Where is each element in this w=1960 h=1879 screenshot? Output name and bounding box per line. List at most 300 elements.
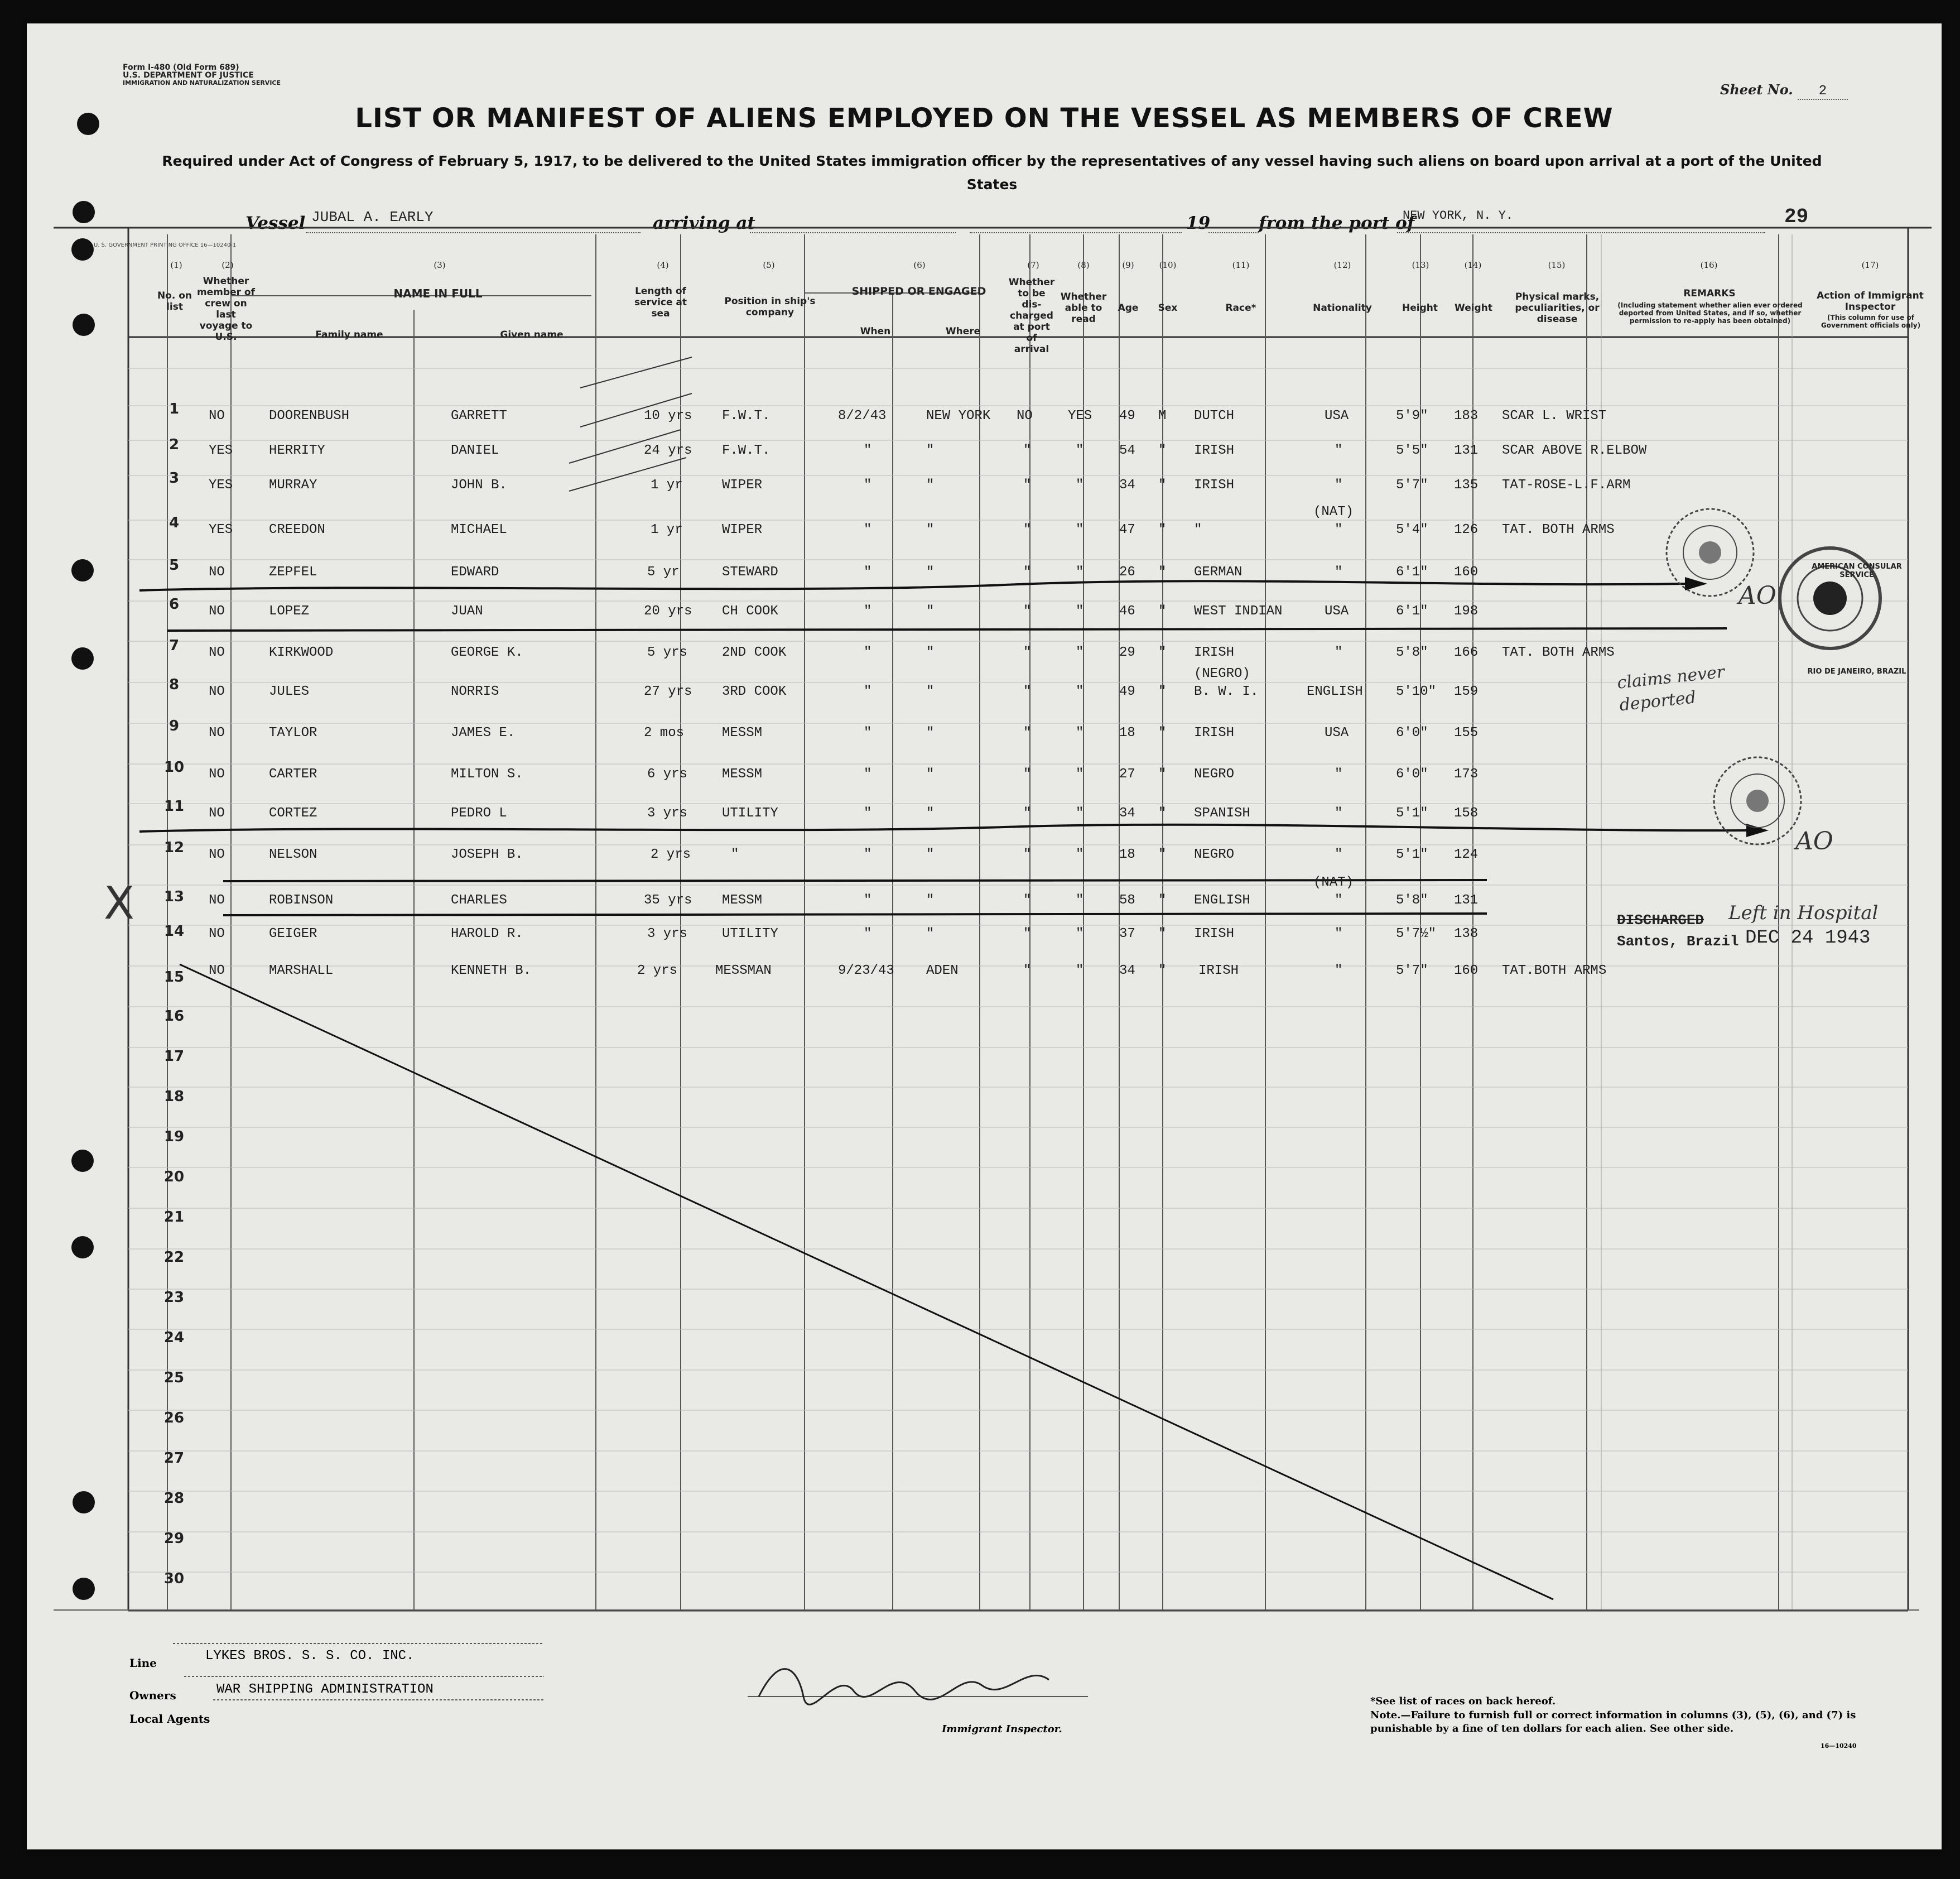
cell-length: 5 yrs	[647, 645, 688, 660]
hdr-action: Action of Immigrant Inspector	[1817, 290, 1924, 313]
cell-sex: "	[1158, 893, 1167, 908]
ao-initials-2: AO	[1795, 827, 1833, 856]
cell-where: "	[926, 767, 935, 782]
cell-when: "	[864, 725, 872, 741]
cell-race: SPANISH	[1194, 806, 1250, 821]
row-number: 16	[163, 1008, 185, 1025]
cell-last-voyage: NO	[209, 725, 225, 741]
cell-weight: 126	[1454, 522, 1479, 537]
cell-nationality: USA	[1325, 409, 1349, 424]
cell-last-voyage: NO	[209, 893, 225, 908]
row-number: 29	[163, 1530, 185, 1547]
cell-given-name: PEDRO L	[451, 806, 507, 821]
cell-marks: TAT. BOTH ARMS	[1502, 522, 1615, 537]
cell-read: "	[1076, 806, 1084, 821]
cell-when: "	[864, 478, 872, 493]
cell-race: IRISH	[1194, 926, 1235, 941]
col-num-3: (3)	[434, 260, 446, 270]
row-number: 8	[168, 676, 180, 693]
strike-lines	[139, 581, 1746, 915]
sheet-label: Sheet No.	[1720, 81, 1793, 98]
cell-when: "	[864, 767, 872, 782]
cell-discharged: "	[1023, 963, 1032, 978]
cell-given-name: JOSEPH B.	[451, 847, 523, 862]
cell-length: 35 yrs	[644, 893, 692, 908]
hdr-no-on-list: No. on list	[157, 290, 192, 313]
cell-where: "	[926, 443, 935, 458]
cell-age: 37	[1119, 926, 1135, 941]
cell-length: 5 yr	[647, 565, 680, 580]
cell-marks: TAT. BOTH ARMS	[1502, 645, 1615, 660]
hdr-family-name: Family name	[315, 329, 383, 340]
cell-sex: "	[1158, 806, 1167, 821]
cell-when: "	[864, 565, 872, 580]
cell-last-voyage: NO	[209, 847, 225, 862]
cell-weight: 155	[1454, 725, 1479, 741]
col-num-15: (15)	[1548, 260, 1566, 270]
col-num-7: (7)	[1027, 260, 1039, 270]
hdr-where: Where	[945, 326, 981, 337]
port-name: NEW YORK, N. Y.	[1403, 209, 1514, 223]
row-number: 11	[163, 798, 185, 815]
cell-given-name: DANIEL	[451, 443, 499, 458]
cell-race: IRISH	[1194, 478, 1235, 493]
agents-label: Local Agents	[129, 1712, 210, 1726]
cell-height: 5'5"	[1396, 443, 1428, 458]
col-num-12: (12)	[1333, 260, 1351, 270]
cell-read: "	[1076, 926, 1084, 941]
cell-where: "	[926, 893, 935, 908]
cell-length: 3 yrs	[647, 926, 688, 941]
cell-position: MESSM	[722, 893, 763, 908]
cell-read: "	[1076, 893, 1084, 908]
deported-note: claims never deported	[1616, 662, 1726, 715]
cell-given-name: EDWARD	[451, 565, 499, 580]
cell-height: 5'7"	[1396, 963, 1428, 978]
hdr-height: Height	[1402, 302, 1438, 314]
cell-length: 2 yrs	[651, 847, 691, 862]
cell-weight: 173	[1454, 767, 1479, 782]
cell-where: "	[926, 926, 935, 941]
cell-sex: "	[1158, 847, 1167, 862]
cell-marks: TAT.BOTH ARMS	[1502, 963, 1607, 978]
cell-race: IRISH	[1194, 443, 1235, 458]
cell-given-name: HAROLD R.	[451, 926, 523, 941]
cell-where: "	[926, 478, 935, 493]
cell-age: 49	[1119, 409, 1135, 424]
cell-position: F.W.T.	[722, 409, 770, 424]
row-number: 3	[168, 470, 180, 487]
cell-read: "	[1076, 725, 1084, 741]
cell-length: 2 yrs	[637, 963, 678, 978]
sheet-value: 2	[1798, 84, 1848, 100]
cell-when: 9/23/43	[838, 963, 894, 978]
cell-weight: 166	[1454, 645, 1479, 660]
cell-where: "	[926, 565, 935, 580]
cell-height: 6'1"	[1396, 604, 1428, 619]
cell-height: 5'7"	[1396, 478, 1428, 493]
cell-sex: "	[1158, 565, 1167, 580]
cell-last-voyage: NO	[209, 409, 225, 424]
cell-position: MESSMAN	[715, 963, 772, 978]
cell-last-voyage: YES	[209, 478, 233, 493]
col-num-9: (9)	[1122, 260, 1134, 270]
page-subtitle: Required under Act of Congress of February 5, 1917, to be delivered to the United States immigration officer by the representatives of any vessel having such aliens on board upon arrival at a port of the United States	[162, 153, 1822, 193]
cell-height: 5'8"	[1396, 645, 1428, 660]
port-label: from the port of	[1259, 213, 1415, 233]
col-num-4: (4)	[657, 260, 669, 270]
cell-length: 2 mos	[644, 725, 685, 741]
cell-position: UTILITY	[722, 806, 778, 821]
row-number: 30	[163, 1570, 185, 1587]
cell-sex: "	[1158, 767, 1167, 782]
cell-age: 26	[1119, 565, 1135, 580]
row-number: 18	[163, 1088, 185, 1105]
hdr-sex: Sex	[1158, 302, 1178, 314]
arriving-label: arriving at	[653, 213, 755, 233]
cell-read: "	[1076, 443, 1084, 458]
discharged-stamp: DISCHARGED	[1617, 912, 1704, 929]
penalty-note: Note.—Failure to furnish full or correct information in columns (3), (5), (6), and (7) is punishable by a fine of ten dollars for each alien. See other side.	[1370, 1709, 1856, 1734]
cell-weight: 131	[1454, 893, 1479, 908]
cell-length: 6 yrs	[647, 767, 688, 782]
row-number: 14	[163, 923, 185, 940]
cell-given-name: JUAN	[451, 604, 483, 619]
cell-nationality: "	[1335, 443, 1343, 458]
col-num-13: (13)	[1412, 260, 1429, 270]
cell-read: "	[1076, 645, 1084, 660]
hdr-given-name: Given name	[500, 329, 564, 340]
cell-age: 58	[1119, 893, 1135, 908]
col-num-16: (16)	[1700, 260, 1718, 270]
vessel-label: Vessel	[245, 213, 306, 233]
cell-family-name: CARTER	[269, 767, 317, 782]
col-num-1: (1)	[170, 260, 182, 270]
cell-position: MESSM	[722, 725, 763, 741]
left-hospital-note: Left in Hospital	[1728, 902, 1879, 924]
cell-nationality-note: (NAT)	[1313, 875, 1354, 890]
row-number: 12	[163, 839, 185, 856]
cell-nationality: ENGLISH	[1307, 684, 1363, 699]
col-num-11: (11)	[1232, 260, 1250, 270]
cell-weight: 138	[1454, 926, 1479, 941]
cell-where: "	[926, 522, 935, 537]
row-number: 1	[168, 401, 180, 417]
cell-position: MESSM	[722, 767, 763, 782]
hdr-weight: Weight	[1455, 302, 1492, 314]
cell-race: GERMAN	[1194, 565, 1243, 580]
cell-last-voyage: NO	[209, 684, 225, 699]
cell-last-voyage: NO	[209, 645, 225, 660]
cell-discharged: "	[1023, 767, 1032, 782]
col-num-5: (5)	[763, 260, 775, 270]
cell-last-voyage: NO	[209, 604, 225, 619]
cell-age: 18	[1119, 847, 1135, 862]
hdr-when: When	[860, 326, 891, 337]
inspector-label: Immigrant Inspector.	[942, 1723, 1062, 1735]
cell-sex: "	[1158, 684, 1167, 699]
cell-last-voyage: YES	[209, 443, 233, 458]
cell-last-voyage: NO	[209, 926, 225, 941]
hdr-age: Age	[1118, 302, 1139, 314]
date-stamp: DEC 24 1943	[1745, 928, 1871, 949]
cell-where: "	[926, 604, 935, 619]
cell-discharged: "	[1023, 847, 1032, 862]
cell-discharged: "	[1023, 725, 1032, 741]
cell-height: 5'7½"	[1396, 926, 1437, 941]
col-num-10: (10)	[1159, 260, 1177, 270]
col-num-2: (2)	[221, 260, 234, 270]
cell-given-name: GEORGE K.	[451, 645, 523, 660]
cell-family-name: MURRAY	[269, 478, 317, 493]
cell-nationality: "	[1335, 522, 1343, 537]
cell-position: WIPER	[722, 478, 763, 493]
cell-where: "	[926, 684, 935, 699]
cell-nationality: "	[1335, 963, 1343, 978]
row-number: 22	[163, 1249, 185, 1266]
cell-family-name: MARSHALL	[269, 963, 334, 978]
cell-weight: 124	[1454, 847, 1479, 862]
cell-weight: 183	[1454, 409, 1479, 424]
cell-race: IRISH	[1194, 725, 1235, 741]
cell-sex: "	[1158, 522, 1167, 537]
row-number: 19	[163, 1128, 185, 1145]
cell-last-voyage: NO	[209, 565, 225, 580]
row-number: 25	[163, 1369, 185, 1386]
cell-sex: "	[1158, 963, 1167, 978]
cell-length: 27 yrs	[644, 684, 692, 699]
form-service: IMMIGRATION AND NATURALIZATION SERVICE	[123, 79, 281, 86]
form-number: Form I-480 (Old Form 689)	[123, 63, 239, 72]
cell-nationality: USA	[1325, 725, 1349, 741]
row-number: 20	[163, 1169, 185, 1185]
cell-nationality: "	[1335, 847, 1343, 862]
cell-discharged: "	[1023, 926, 1032, 941]
hdr-position: Position in ship's company	[724, 296, 816, 318]
cell-family-name: ROBINSON	[269, 893, 334, 908]
cell-read: "	[1076, 963, 1084, 978]
cell-height: 6'0"	[1396, 725, 1428, 741]
cell-nationality: "	[1335, 478, 1343, 493]
cell-race: NEGRO	[1194, 767, 1235, 782]
cell-position: WIPER	[722, 522, 763, 537]
cell-height: 6'1"	[1396, 565, 1428, 580]
cell-length: 3 yrs	[647, 806, 688, 821]
hdr-remarks: REMARKS	[1683, 288, 1736, 299]
cell-family-name: NELSON	[269, 847, 317, 862]
cell-when: "	[864, 522, 872, 537]
cell-where: "	[926, 806, 935, 821]
cell-race: WEST INDIAN	[1194, 604, 1283, 619]
cell-given-name: JAMES E.	[451, 725, 516, 741]
cell-sex: "	[1158, 725, 1167, 741]
vessel-name: JUBAL A. EARLY	[311, 209, 434, 225]
santos-stamp: Santos, Brazil	[1617, 933, 1739, 950]
cell-race: ENGLISH	[1194, 893, 1250, 908]
cell-position: UTILITY	[722, 926, 778, 941]
cell-family-name: TAYLOR	[269, 725, 317, 741]
consular-stamp-top: AMERICAN CONSULAR SERVICE	[1812, 563, 1902, 579]
cell-where: NEW YORK	[926, 409, 991, 424]
cell-when: "	[864, 684, 872, 699]
cell-race: IRISH	[1198, 963, 1239, 978]
cell-nationality: "	[1335, 926, 1343, 941]
cell-where: "	[926, 725, 935, 741]
cell-read: "	[1076, 684, 1084, 699]
cell-when: "	[864, 443, 872, 458]
cell-discharged: NO	[1017, 409, 1033, 424]
row-number: 24	[163, 1329, 185, 1346]
cell-family-name: HERRITY	[269, 443, 325, 458]
ao-initials-1: AO	[1739, 582, 1776, 610]
row-number: 10	[163, 759, 185, 776]
row-number: 9	[168, 718, 180, 734]
cell-height: 5'1"	[1396, 806, 1428, 821]
consular-stamp-text	[1807, 563, 1907, 579]
row-number: 6	[168, 596, 180, 613]
line-label: Line	[129, 1656, 157, 1670]
cell-family-name: ZEPFEL	[269, 565, 317, 580]
col-num-8: (8)	[1077, 260, 1090, 270]
row-number: 23	[163, 1289, 185, 1306]
cell-nationality: "	[1335, 767, 1343, 782]
line-value: LYKES BROS. S. S. CO. INC.	[205, 1649, 415, 1664]
cell-family-name: DOORENBUSH	[269, 409, 350, 424]
cell-position: 2ND COOK	[722, 645, 787, 660]
manifest-page	[27, 23, 1942, 1849]
hdr-nationality: Nationality	[1313, 302, 1372, 314]
cell-when: "	[864, 604, 872, 619]
col-num-6: (6)	[913, 260, 926, 270]
cell-weight: 159	[1454, 684, 1479, 699]
cell-read: "	[1076, 767, 1084, 782]
row-number: 13	[163, 888, 185, 905]
cell-weight: 131	[1454, 443, 1479, 458]
cell-position: F.W.T.	[722, 443, 770, 458]
cell-when: "	[864, 645, 872, 660]
cell-height: 5'8"	[1396, 893, 1428, 908]
cell-sex: "	[1158, 478, 1167, 493]
row-number: 2	[168, 436, 180, 453]
cell-when: "	[864, 893, 872, 908]
number-right: 29	[1784, 205, 1809, 228]
cell-sex: "	[1158, 926, 1167, 941]
cell-discharged: "	[1023, 806, 1032, 821]
col-num-14: (14)	[1464, 260, 1482, 270]
cell-given-name: KENNETH B.	[451, 963, 532, 978]
hdr-physical: Physical marks, peculiarities, or disease	[1515, 291, 1600, 325]
cell-read: "	[1076, 604, 1084, 619]
cell-where: ADEN	[926, 963, 959, 978]
owners-label: Owners	[129, 1689, 176, 1702]
cell-read: "	[1076, 565, 1084, 580]
cell-nationality: "	[1335, 565, 1343, 580]
cell-discharged: "	[1023, 604, 1032, 619]
row-number: 5	[168, 557, 180, 574]
cell-given-name: CHARLES	[451, 893, 507, 908]
cell-read: YES	[1068, 409, 1092, 424]
consular-stamp-text-bottom	[1807, 667, 1907, 676]
cell-last-voyage: NO	[209, 806, 225, 821]
cell-race: B. W. I.	[1194, 684, 1259, 699]
cell-last-voyage: NO	[209, 963, 225, 978]
printing-office: U. S. GOVERNMENT PRINTING OFFICE 16—10240-1	[94, 242, 237, 248]
cell-nationality: USA	[1325, 604, 1349, 619]
row-number: 7	[168, 637, 180, 654]
form-dept: U.S. DEPARTMENT OF JUSTICE	[123, 71, 254, 80]
cell-given-name: MILTON S.	[451, 767, 523, 782]
cell-marks: SCAR L. WRIST	[1502, 409, 1607, 424]
row-number: 27	[163, 1450, 185, 1467]
cell-weight: 160	[1454, 963, 1479, 978]
cell-where: "	[926, 645, 935, 660]
row-number: 4	[168, 515, 180, 531]
cell-where: "	[926, 847, 935, 862]
cell-read: "	[1076, 847, 1084, 862]
hdr-name-in-full: NAME IN FULL	[393, 287, 483, 300]
cell-weight: 160	[1454, 565, 1479, 580]
cell-race: "	[1194, 522, 1202, 537]
cell-discharged: "	[1023, 478, 1032, 493]
cell-nationality: "	[1335, 893, 1343, 908]
cell-discharged: "	[1023, 893, 1032, 908]
cell-given-name: NORRIS	[451, 684, 499, 699]
cell-length: 1 yr	[651, 478, 683, 493]
row-number: 17	[163, 1048, 185, 1065]
cell-family-name: LOPEZ	[269, 604, 310, 619]
cell-height: 5'1"	[1396, 847, 1428, 862]
x-mark: X	[104, 877, 134, 929]
cell-position: "	[731, 847, 739, 862]
cell-length: 10 yrs	[644, 409, 692, 424]
cell-sex: M	[1158, 409, 1167, 424]
cell-height: 5'9"	[1396, 409, 1428, 424]
cell-weight: 158	[1454, 806, 1479, 821]
hdr-discharged: Whether to be dis-charged at port of arrival	[1008, 277, 1055, 355]
row-number: 26	[163, 1410, 185, 1426]
cell-given-name: MICHAEL	[451, 522, 507, 537]
cell-position: 3RD COOK	[722, 684, 787, 699]
cell-length: 24 yrs	[644, 443, 692, 458]
year-label: 19	[1186, 213, 1211, 233]
row-number: 15	[163, 969, 185, 986]
cell-race-note: (NEGRO)	[1194, 666, 1250, 681]
col-num-17: (17)	[1861, 260, 1879, 270]
cell-family-name: CORTEZ	[269, 806, 317, 821]
cell-discharged: "	[1023, 684, 1032, 699]
cell-position: STEWARD	[722, 565, 778, 580]
cell-race: IRISH	[1194, 645, 1235, 660]
cell-age: 27	[1119, 767, 1135, 782]
cell-sex: "	[1158, 645, 1167, 660]
owners-value: WAR SHIPPING ADMINISTRATION	[216, 1682, 434, 1697]
cell-age: 18	[1119, 725, 1135, 741]
cell-age: 47	[1119, 522, 1135, 537]
cell-weight: 135	[1454, 478, 1479, 493]
hdr-length-service: Length of service at sea	[634, 286, 687, 319]
cell-marks: TAT-ROSE-L.F.ARM	[1502, 478, 1631, 493]
cell-marks: SCAR ABOVE R.ELBOW	[1502, 443, 1647, 458]
hdr-member-last-voyage: Whether member of crew on last voyage to U.S.	[196, 276, 256, 343]
cell-last-voyage: YES	[209, 522, 233, 537]
cell-age: 54	[1119, 443, 1135, 458]
cell-when: "	[864, 806, 872, 821]
form-code: 16—10240	[1821, 1742, 1857, 1750]
cell-read: "	[1076, 522, 1084, 537]
cell-height: 5'10"	[1396, 684, 1437, 699]
cell-sex: "	[1158, 443, 1167, 458]
cell-race: NEGRO	[1194, 847, 1235, 862]
